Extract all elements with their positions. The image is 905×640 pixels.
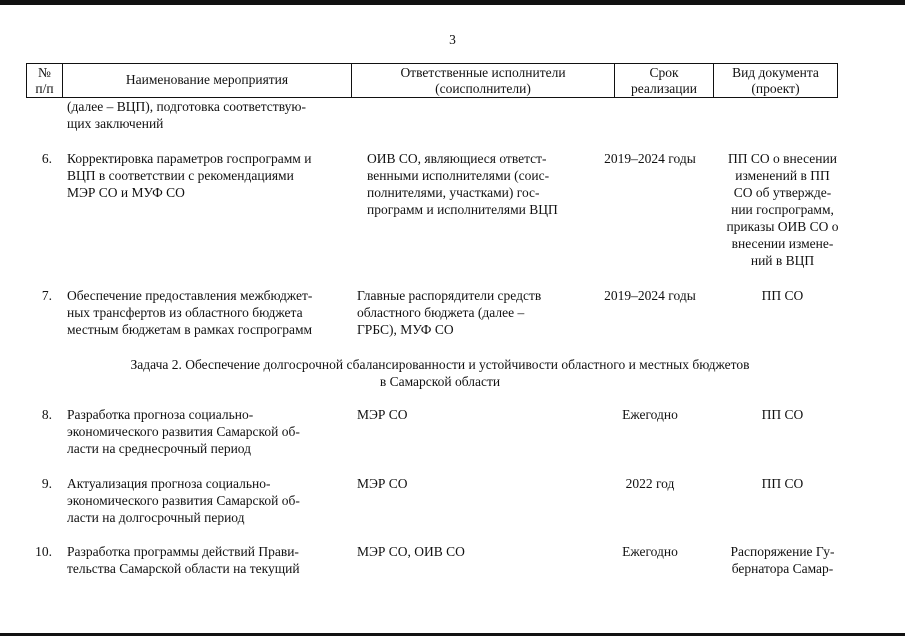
header-col-name: Наименование мероприятия xyxy=(125,72,289,87)
continuation-text: (далее – ВЦП), подготовка соответствую- щих заключений xyxy=(67,99,306,131)
row-number: 9. xyxy=(41,476,52,491)
row-name: Разработка программы действий Прави- тельства Самарской области на текущий xyxy=(67,544,300,576)
row-term: Ежегодно xyxy=(622,407,678,422)
row-term: 2022 год xyxy=(625,476,675,491)
row-document: ПП СО о внесении изменений в ПП СО об утвержде- нии госпрограмм, приказы ОИВ СО о внесении измене- ний в ВЦП xyxy=(726,151,839,268)
row-document: ПП СО xyxy=(761,288,804,303)
row-responsible: МЭР СО, ОИВ СО xyxy=(357,544,465,559)
bottom-border xyxy=(0,633,905,636)
row-name: Разработка прогноза социально- экономического развития Самарской об- ласти на среднесрочный период xyxy=(67,407,300,456)
row-term: Ежегодно xyxy=(622,544,678,559)
row-term: 2019–2024 годы xyxy=(604,288,696,303)
row-name: Актуализация прогноза социально- экономического развития Самарской об- ласти на долгосрочный период xyxy=(67,476,300,525)
row-number: 10. xyxy=(35,544,52,559)
row-number: 7. xyxy=(41,288,52,303)
row-document: ПП СО xyxy=(761,407,804,422)
header-col-responsible: Ответственные исполнители (соисполнители) xyxy=(400,65,566,96)
page-number: 3 xyxy=(449,32,456,47)
table-header xyxy=(26,63,838,98)
row-number: 8. xyxy=(41,407,52,422)
top-border xyxy=(0,0,905,5)
row-name: Обеспечение предоставления межбюджет- ных трансфертов из областного бюджета местным бюджетам в рамках госпрограмм xyxy=(67,288,313,337)
row-document: ПП СО xyxy=(761,476,804,491)
row-document: Распоряжение Гу- бернатора Самар- xyxy=(730,544,835,576)
row-responsible: Главные распорядители средств областного бюджета (далее – ГРБС), МУФ СО xyxy=(357,288,542,337)
task-heading: Задача 2. Обеспечение долгосрочной сбалансированности и устойчивости областного и местных бюджетов в Самарской области xyxy=(130,357,750,389)
header-col-term: Срок реализации xyxy=(631,65,697,96)
header-col-num: № п/п xyxy=(35,65,54,96)
row-name: Корректировка параметров госпрограмм и ВЦП в соответствии с рекомендациями МЭР СО и МУФ СО xyxy=(67,151,312,200)
row-responsible: ОИВ СО, являющиеся ответст- венными исполнителями (соис- полнителями, участками) гос- программ и исполнителями ВЦП xyxy=(367,151,558,217)
row-term: 2019–2024 годы xyxy=(604,151,696,166)
row-responsible: МЭР СО xyxy=(357,476,408,491)
row-number: 6. xyxy=(41,151,52,166)
row-responsible: МЭР СО xyxy=(357,407,408,422)
header-col-document: Вид документа (проект) xyxy=(732,65,819,96)
